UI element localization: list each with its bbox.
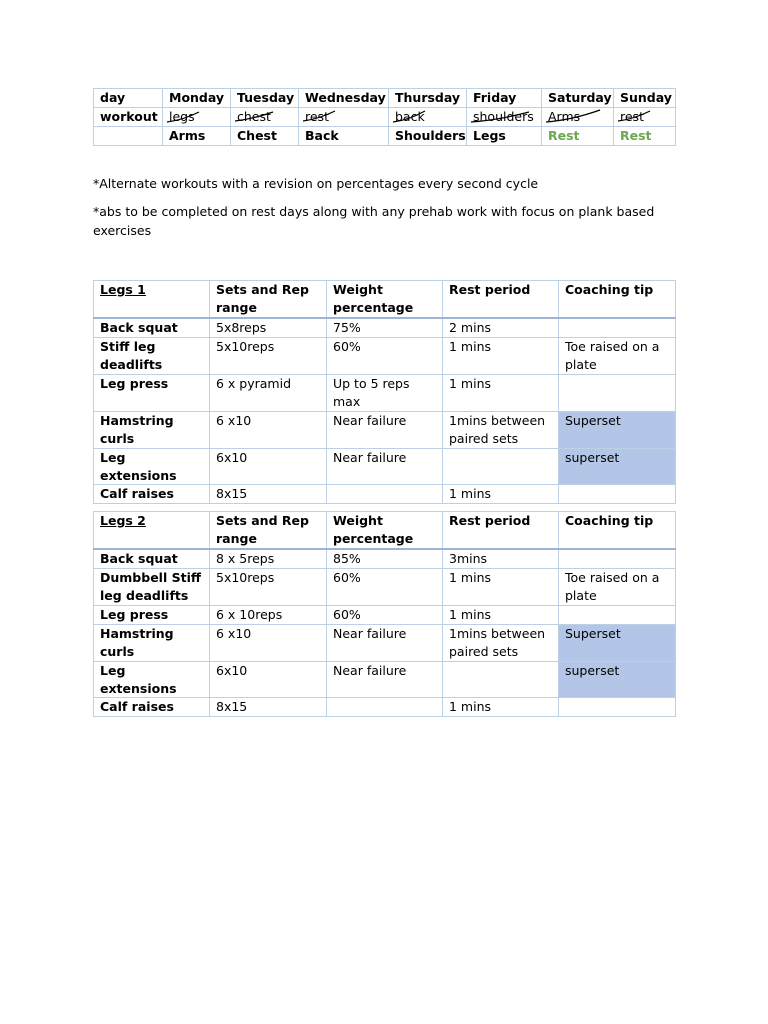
sets-reps: 5x10reps bbox=[210, 338, 327, 375]
table-row bbox=[94, 449, 676, 485]
sets-reps: 5x10reps bbox=[210, 569, 327, 606]
schedule-old-monday bbox=[163, 108, 231, 127]
coaching-tip bbox=[559, 485, 676, 504]
strike-mark-icon bbox=[469, 108, 535, 126]
schedule-new-friday: Legs bbox=[467, 127, 542, 146]
schedule-day-monday: Monday bbox=[163, 89, 231, 108]
strike-mark-icon bbox=[165, 108, 205, 126]
schedule-day-saturday: Saturday bbox=[542, 89, 614, 108]
legs2-header-rest: Rest period bbox=[443, 512, 559, 550]
weight-percentage: 60% bbox=[327, 606, 443, 625]
schedule-days-row bbox=[94, 89, 676, 108]
schedule-day-tuesday: Tuesday bbox=[231, 89, 299, 108]
struck-text bbox=[548, 108, 580, 126]
weight-percentage: Near failure bbox=[327, 412, 443, 449]
legs2-header-row bbox=[94, 512, 676, 550]
schedule-old-sunday bbox=[614, 108, 676, 127]
coaching-tip bbox=[559, 549, 676, 569]
struck-text bbox=[473, 108, 534, 126]
weight-percentage: Up to 5 reps max bbox=[327, 375, 443, 412]
sets-reps: 8x15 bbox=[210, 698, 327, 717]
table-row bbox=[94, 569, 676, 606]
table-row bbox=[94, 338, 676, 375]
sets-reps: 8 x 5reps bbox=[210, 549, 327, 569]
schedule-workout-label: workout bbox=[94, 108, 163, 127]
sets-reps: 6 x 10reps bbox=[210, 606, 327, 625]
weight-percentage: Near failure bbox=[327, 662, 443, 698]
table-row bbox=[94, 485, 676, 504]
weight-percentage bbox=[327, 698, 443, 717]
exercise-name: Leg press bbox=[94, 375, 210, 412]
legs1-title: Legs 1 bbox=[94, 281, 210, 319]
schedule-old-thursday bbox=[389, 108, 467, 127]
weight-percentage: Near failure bbox=[327, 625, 443, 662]
legs1-header-tip: Coaching tip bbox=[559, 281, 676, 319]
strike-mark-icon bbox=[233, 108, 279, 126]
legs1-table bbox=[93, 280, 676, 504]
coaching-tip-superset: superset bbox=[559, 449, 676, 485]
table-row bbox=[94, 625, 676, 662]
schedule-day-label: day bbox=[94, 89, 163, 108]
rest-period: 1mins between paired sets bbox=[443, 412, 559, 449]
rest-period: 1 mins bbox=[443, 485, 559, 504]
strike-mark-icon bbox=[616, 108, 656, 126]
struck-text bbox=[620, 108, 644, 126]
schedule-new-saturday: Rest bbox=[542, 127, 614, 146]
exercise-name: Leg press bbox=[94, 606, 210, 625]
coaching-tip bbox=[559, 318, 676, 338]
strike-mark-icon bbox=[301, 108, 341, 126]
sets-reps: 5x8reps bbox=[210, 318, 327, 338]
legs2-header-sets: Sets and Rep range bbox=[210, 512, 327, 550]
rest-period: 1mins between paired sets bbox=[443, 625, 559, 662]
struck-text-value: Arms bbox=[548, 109, 581, 124]
legs2-title: Legs 2 bbox=[94, 512, 210, 550]
struck-text-value: legs bbox=[169, 109, 195, 124]
weekly-schedule-table bbox=[93, 88, 676, 146]
legs1-header-rest: Rest period bbox=[443, 281, 559, 319]
schedule-old-friday bbox=[467, 108, 542, 127]
legs1-header-row bbox=[94, 281, 676, 319]
weight-percentage: 75% bbox=[327, 318, 443, 338]
sets-reps: 6x10 bbox=[210, 662, 327, 698]
exercise-name: Hamstring curls bbox=[94, 625, 210, 662]
table-row bbox=[94, 375, 676, 412]
sets-reps: 6 x10 bbox=[210, 412, 327, 449]
struck-text-value: chest bbox=[237, 109, 271, 124]
schedule-old-wednesday bbox=[299, 108, 389, 127]
sets-reps: 6 x pyramid bbox=[210, 375, 327, 412]
struck-text bbox=[237, 108, 271, 126]
struck-text-value: rest bbox=[305, 109, 329, 124]
sets-reps: 6 x10 bbox=[210, 625, 327, 662]
rest-period: 1 mins bbox=[443, 569, 559, 606]
struck-text-value: rest bbox=[620, 109, 644, 124]
coaching-tip-superset: Superset bbox=[559, 412, 676, 449]
schedule-new-wednesday: Back bbox=[299, 127, 389, 146]
coaching-tip bbox=[559, 698, 676, 717]
coaching-tip-superset: Superset bbox=[559, 625, 676, 662]
strike-mark-icon bbox=[391, 108, 431, 126]
legs1-header-weight: Weight percentage bbox=[327, 281, 443, 319]
struck-text-value: back bbox=[395, 109, 425, 124]
strike-mark-icon bbox=[544, 108, 604, 126]
legs2-header-tip: Coaching tip bbox=[559, 512, 676, 550]
weight-percentage: 60% bbox=[327, 569, 443, 606]
sets-reps: 6x10 bbox=[210, 449, 327, 485]
legs1-header-sets: Sets and Rep range bbox=[210, 281, 327, 319]
exercise-name: Back squat bbox=[94, 318, 210, 338]
rest-period: 1 mins bbox=[443, 375, 559, 412]
weight-percentage bbox=[327, 485, 443, 504]
legs2-table bbox=[93, 511, 676, 717]
schedule-new-sunday: Rest bbox=[614, 127, 676, 146]
schedule-new-workout-row bbox=[94, 127, 676, 146]
note-alternate: *Alternate workouts with a revision on percentages every second cycle bbox=[93, 176, 539, 191]
schedule-new-thursday: Shoulders bbox=[389, 127, 467, 146]
schedule-day-sunday: Sunday bbox=[614, 89, 676, 108]
schedule-old-tuesday bbox=[231, 108, 299, 127]
exercise-name: Back squat bbox=[94, 549, 210, 569]
schedule-new-tuesday: Chest bbox=[231, 127, 299, 146]
coaching-tip bbox=[559, 375, 676, 412]
struck-text bbox=[169, 108, 195, 126]
weight-percentage: 60% bbox=[327, 338, 443, 375]
rest-period bbox=[443, 662, 559, 698]
schedule-day-wednesday: Wednesday bbox=[299, 89, 389, 108]
note-abs: *abs to be completed on rest days along with any prehab work with focus on plank based exercises bbox=[93, 204, 655, 238]
rest-period: 1 mins bbox=[443, 338, 559, 375]
coaching-tip: Toe raised on a plate bbox=[559, 569, 676, 606]
table-row bbox=[94, 606, 676, 625]
schedule-new-label bbox=[94, 127, 163, 146]
legs2-header-weight: Weight percentage bbox=[327, 512, 443, 550]
exercise-name: Calf raises bbox=[94, 698, 210, 717]
exercise-name: Leg extensions bbox=[94, 662, 210, 698]
sets-reps: 8x15 bbox=[210, 485, 327, 504]
rest-period: 1 mins bbox=[443, 606, 559, 625]
table-row bbox=[94, 318, 676, 338]
rest-period: 3mins bbox=[443, 549, 559, 569]
weight-percentage: Near failure bbox=[327, 449, 443, 485]
schedule-new-monday: Arms bbox=[163, 127, 231, 146]
coaching-tip: Toe raised on a plate bbox=[559, 338, 676, 375]
exercise-name: Hamstring curls bbox=[94, 412, 210, 449]
exercise-name: Dumbbell Stiff leg deadlifts bbox=[94, 569, 210, 606]
weight-percentage: 85% bbox=[327, 549, 443, 569]
exercise-name: Leg extensions bbox=[94, 449, 210, 485]
coaching-tip bbox=[559, 606, 676, 625]
struck-text bbox=[305, 108, 329, 126]
exercise-name: Calf raises bbox=[94, 485, 210, 504]
rest-period: 1 mins bbox=[443, 698, 559, 717]
schedule-old-saturday bbox=[542, 108, 614, 127]
exercise-name: Stiff leg deadlifts bbox=[94, 338, 210, 375]
table-row bbox=[94, 662, 676, 698]
schedule-day-thursday: Thursday bbox=[389, 89, 467, 108]
schedule-old-workout-row bbox=[94, 108, 676, 127]
coaching-tip-superset: superset bbox=[559, 662, 676, 698]
table-row bbox=[94, 698, 676, 717]
schedule-day-friday: Friday bbox=[467, 89, 542, 108]
struck-text bbox=[395, 108, 425, 126]
table-row bbox=[94, 549, 676, 569]
table-row bbox=[94, 412, 676, 449]
rest-period: 2 mins bbox=[443, 318, 559, 338]
struck-text-value: shoulders bbox=[473, 109, 534, 124]
rest-period bbox=[443, 449, 559, 485]
